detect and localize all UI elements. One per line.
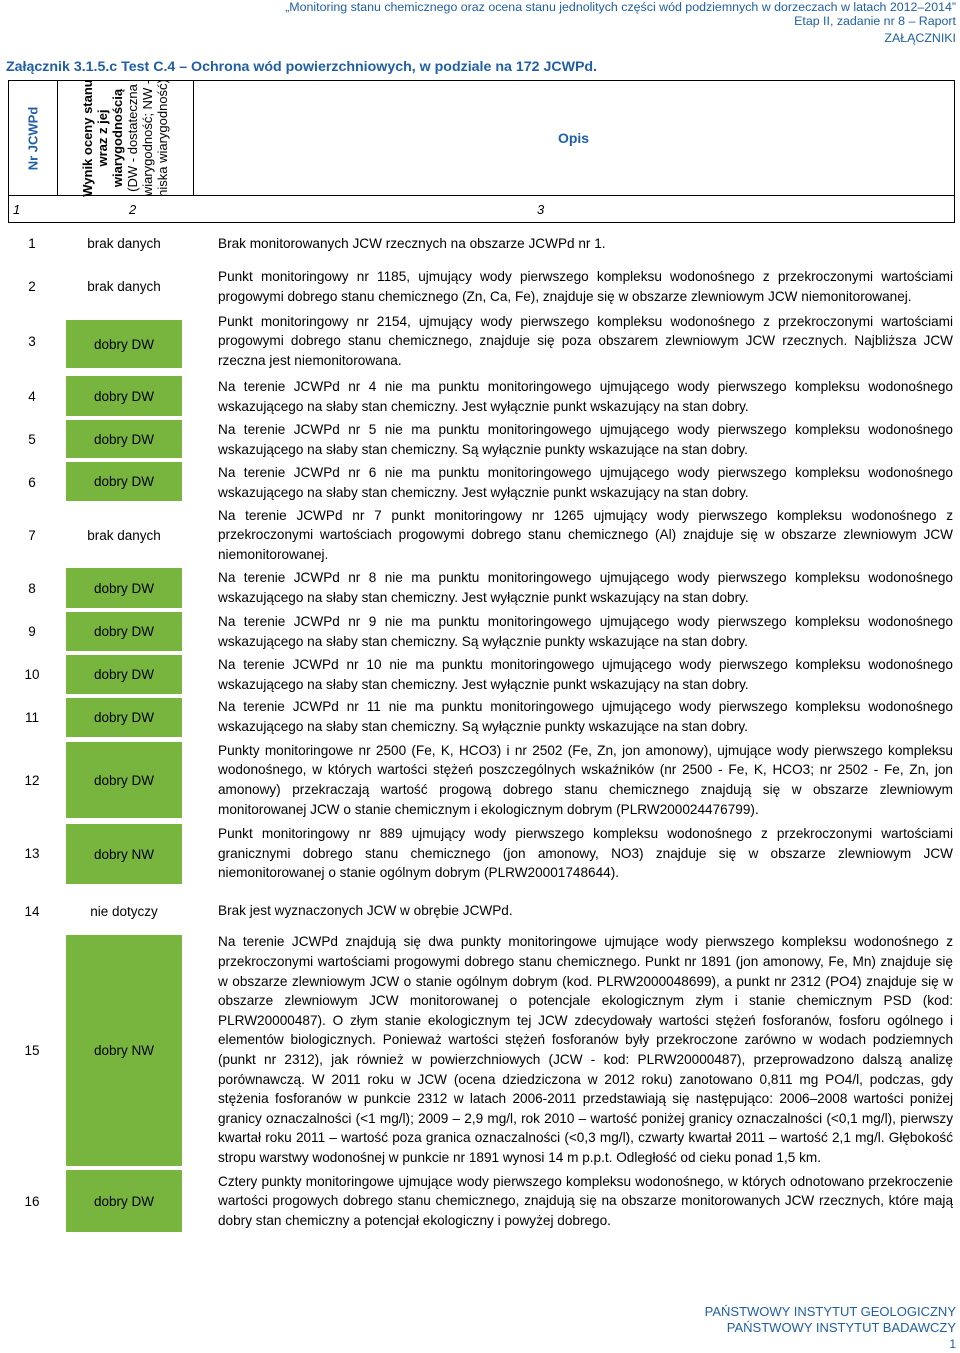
description-cell [218, 567, 953, 609]
row-number: 10 [24, 667, 40, 682]
description-cell [218, 376, 953, 417]
result-cell: dobry DW [66, 655, 182, 694]
table-row [8, 310, 953, 372]
result-cell: dobry DW [66, 1170, 182, 1232]
table-row [8, 1170, 953, 1232]
footer-institute: PAŃSTWOWY INSTYTUT GEOLOGICZNY [704, 1304, 956, 1319]
description-text: Na terenie JCWPd nr 6 nie ma punktu monitoringowego ujmującego wody pierwszego kompleksu wodonośnego wskazującego na słaby stan chemiczny. Jest wyłącznie punkt wskazujący na stan dobry. [218, 464, 953, 500]
column-header-opis: Opis [557, 130, 590, 146]
description-cell [218, 697, 953, 737]
result-cell: dobry DW [66, 320, 182, 368]
header-result-line5: wiarygodność; NW - [140, 79, 155, 197]
table-row [8, 654, 953, 695]
description-text: Punkt monitoringowy nr 1185, ujmujący wody pierwszego kompleksu wodonośnego z przekroczonymi wartościami progowymi dobrego stanu chemicznego (Zn, Ca, Fe), znajduje się w obszarze zlewniowym JCW niemonitorowanej. [218, 268, 953, 304]
result-cell: brak danych [87, 527, 161, 543]
column-header-nr: Nr JCWPd [9, 81, 58, 195]
row-number: 14 [24, 903, 40, 919]
attachment-title: Załącznik 3.1.5.c Test C.4 – Ochrona wód powierzchniowych, w podziale na 172 JCWPd. [6, 59, 598, 75]
column-number-row [9, 196, 954, 223]
header-result-line6: niska wiarygodność) [155, 79, 170, 197]
description-text: Na terenie JCWPd nr 7 punkt monitoringowy nr 1265 ujmujący wody pierwszego kompleksu wodonośnego z przekroczonymi wartościach progowymi dobrego stanu chemicznego (Al) znajduje się w obszarze zlewniowym JCW niemonitorowanej. [218, 507, 953, 562]
description-text: Na terenie JCWPd nr 8 nie ma punktu monitoringowego ujmującego wody pierwszego kompleksu wodonośnego wskazującego na słaby stan chemiczny. Jest wyłącznie punkt wskazujący na stan dobry. [218, 570, 953, 605]
result-cell: dobry NW [66, 935, 182, 1166]
result-cell: dobry DW [66, 612, 182, 651]
description-text: Cztery punkty monitoringowe ujmujące wody pierwszego kompleksu wodonośnego, w których odnotowano przekroczenie wartości progowych dobrego stanu chemicznego, znajdują się na obszarze monitorowanych JCW rzecznych, które mają dobry stan chemiczny a potencjał ekologiczny i powyżej dobrego. [218, 1173, 953, 1228]
result-cell: dobry DW [66, 462, 182, 501]
result-cell: brak danych [87, 279, 161, 294]
header-project-title: „Monitoring stanu chemicznego oraz ocena stanu jednolitych części wód podziemnych w dorzeczach w latach 2012–2014” [285, 0, 956, 14]
table-row [8, 933, 953, 1167]
table-row [8, 419, 953, 460]
table-row [8, 230, 953, 257]
row-number: 16 [24, 1193, 40, 1209]
table-header-row [9, 81, 954, 196]
description-cell [218, 462, 953, 503]
description-text: Na terenie JCWPd nr 4 nie ma punktu monitoringowego ujmującego wody pierwszego kompleksu wodonośnego wskazującego na słaby stan chemiczny. Jest wyłącznie punkt wskazujący na stan dobry. [218, 378, 953, 414]
table-row [8, 567, 953, 609]
header-result-line1: Wynik oceny stanu [80, 79, 95, 197]
description-text: Na terenie JCWPd znajdują się dwa punkty monitoringowe ujmujące wody pierwszego kompleksu wodonośnego z przekroczonymi wartościami progowymi dobrego stanu chemicznego. Punkt nr 1891 (jon amonowy, Fe, Mn) znajduje się w obszarze zlewniowym JCW o stanie ogólnym dobrym (kod. PLRW2000048699), a punkt nr 2312 (PO4) znajduje się w obszarze zlewniowym JCW monitorowanej o potencjale ekologicznym złym i stanie chemicznym PSD (kod: PLRW20000487). O złym stanie ekologicznym tej JCW zdecydowały wartości stężeń fosforanów, fosforu ogólnego i elementów biologicznych. Ponieważ wartości stężeń fosforanów były przekroczone zarówno w wodach podziemnych (punkt nr 2312), jak również w powierzchniowych (JCW - kod: PLRW20000487), przeprowadzono dalszą analizę porównawczą. W 2011 roku w JCW (ocena dziedziczona w 2012 roku) zanotowano 0,811 mg PO4/l, podczas, gdy stężenia fosforanów w punkcie 2312 w latach 2006-2011 przedstawiają się następująco: 2006–2008 wartości poniżej granicy oznaczalności (<1 mg/l); 2009 – 2,9 mg/l, rok 2010 – wartość poniżej granicy oznaczalności (<0,1 mg/l), pierwszy kwartał roku 2011 – wartość poza granica oznaczalności (<0,3 mg/l), czwarty kwartał 2011 – wartość 2,1 mg/l. Głębokość stropu warstwy wodonośnej w punkcie nr 1891 wynosi 14 m p.p.t. Odległość od cieku ponad 1,5 km. [218, 934, 953, 1165]
row-number: 3 [28, 333, 36, 349]
row-number: 11 [24, 709, 39, 725]
table-row [8, 611, 953, 652]
table-row [8, 898, 953, 924]
result-cell: nie dotyczy [90, 903, 158, 919]
row-number: 6 [28, 475, 36, 490]
description-cell [218, 310, 953, 372]
result-cell: dobry DW [66, 698, 182, 737]
row-number: 13 [24, 846, 40, 861]
table-row [8, 823, 953, 884]
header-result-line3: wiarygodnością [110, 88, 125, 188]
column-header-result [57, 81, 194, 195]
column-number: 3 [537, 202, 545, 217]
description-cell [218, 654, 953, 695]
description-cell [218, 1170, 953, 1232]
row-number: 1 [28, 236, 36, 251]
row-number: 15 [24, 1042, 40, 1058]
description-cell [218, 933, 953, 1167]
header-stage: Etap II, zadanie nr 8 – Raport [794, 14, 956, 28]
description-text: Na terenie JCWPd nr 10 nie ma punktu monitoringowego ujmującego wody pierwszego kompleksu wodonośnego wskazującego na słaby stan chemiczny. Jest wyłącznie punkt wskazujący na stan dobry. [218, 656, 953, 692]
header-section: ZAŁĄCZNIKI [884, 31, 956, 45]
result-cell: dobry DW [66, 568, 182, 608]
results-table [8, 80, 955, 223]
description-cell [218, 611, 953, 652]
description-text: Brak monitorowanych JCW rzecznych na obszarze JCWPd nr 1. [218, 235, 606, 251]
row-number: 4 [28, 389, 36, 404]
result-cell: dobry DW [66, 376, 182, 416]
result-cell: dobry NW [66, 824, 182, 884]
description-cell [218, 419, 953, 460]
table-row [8, 505, 953, 565]
result-cell: dobry DW [66, 742, 182, 818]
description-text: Punkt monitoringowy nr 889 ujmujący wody pierwszego kompleksu wodonośnego z przekroczonymi wartościami granicznymi dobrego stanu chemicznego (jon amonowy, NO3) znajduje się w obszarze zlewniowym JCW niemonitorowanej o stanie ogólnym dobrym (PLRW20001748644). [218, 826, 953, 881]
page-number: 1 [949, 1337, 956, 1351]
description-cell [218, 266, 953, 307]
description-text: Brak jest wyznaczonych JCW w obrębie JCWPd. [218, 903, 513, 919]
description-text: Punkty monitoringowe nr 2500 (Fe, K, HCO3) i nr 2502 (Fe, Zn, jon amonowy), ujmujące wody pierwszego kompleksu wodonośnego, w których wartości stężeń poszczególnych wskaźników (nr 2500 - Fe, K, HCO3; nr 2502 - Fe, Zn, jon amonowy) przekraczają wartość progową dobrego stanu chemicznego znajdują się w obszarze zlewniowym monitorowanej JCW o stanie chemicznym i ekologicznym dobrym (PLRW200024476799). [218, 742, 953, 817]
row-number: 8 [28, 580, 36, 596]
description-cell [218, 823, 953, 884]
description-text: Na terenie JCWPd nr 5 nie ma punktu monitoringowego ujmującego wody pierwszego kompleksu wodonośnego wskazującego na słaby stan chemiczny. Są wyłącznie punkty wskazujące na stan dobry. [218, 421, 953, 457]
row-number: 12 [24, 772, 40, 788]
description-cell [218, 898, 953, 924]
column-number: 2 [129, 202, 137, 217]
table-row [8, 462, 953, 503]
column-number: 1 [13, 202, 21, 217]
description-text: Na terenie JCWPd nr 11 nie ma punktu monitoringowego ujmującego wody pierwszego kompleksu wodonośnego wskazującego na słaby stan chemiczny. Są wyłącznie punkty wskazujące na stan dobry. [218, 699, 953, 734]
description-cell [218, 505, 953, 565]
row-number: 7 [28, 527, 36, 543]
table-row [8, 740, 953, 820]
description-text: Na terenie JCWPd nr 9 nie ma punktu monitoringowego ujmującego wody pierwszego kompleksu wodonośnego wskazującego na słaby stan chemiczny. Są wyłącznie punkty wskazujące na stan dobry. [218, 613, 953, 649]
row-number: 2 [28, 279, 36, 294]
row-number: 5 [28, 432, 36, 447]
table-row [8, 376, 953, 417]
header-result-line4: (DW - dostateczna [125, 84, 140, 192]
footer-institute-sub: PAŃSTWOWY INSTYTUT BADAWCZY [726, 1320, 956, 1335]
description-cell [218, 230, 953, 257]
table-row [8, 266, 953, 307]
table-row [8, 697, 953, 737]
result-cell: dobry DW [66, 420, 182, 458]
description-cell [218, 740, 953, 820]
result-cell: brak danych [87, 236, 161, 251]
row-number: 9 [28, 624, 36, 639]
header-result-line2: wraz z jej [95, 109, 110, 167]
description-text: Punkt monitoringowy nr 2154, ujmujący wody pierwszego kompleksu wodonośnego z przekroczonymi wartościami progowymi dobrego stanu chemicznego, znajduje się poza obszarem zlewniowym JCW rzecznych. Najbliższa JCW rzeczna jest niemonitorowana. [218, 313, 953, 368]
